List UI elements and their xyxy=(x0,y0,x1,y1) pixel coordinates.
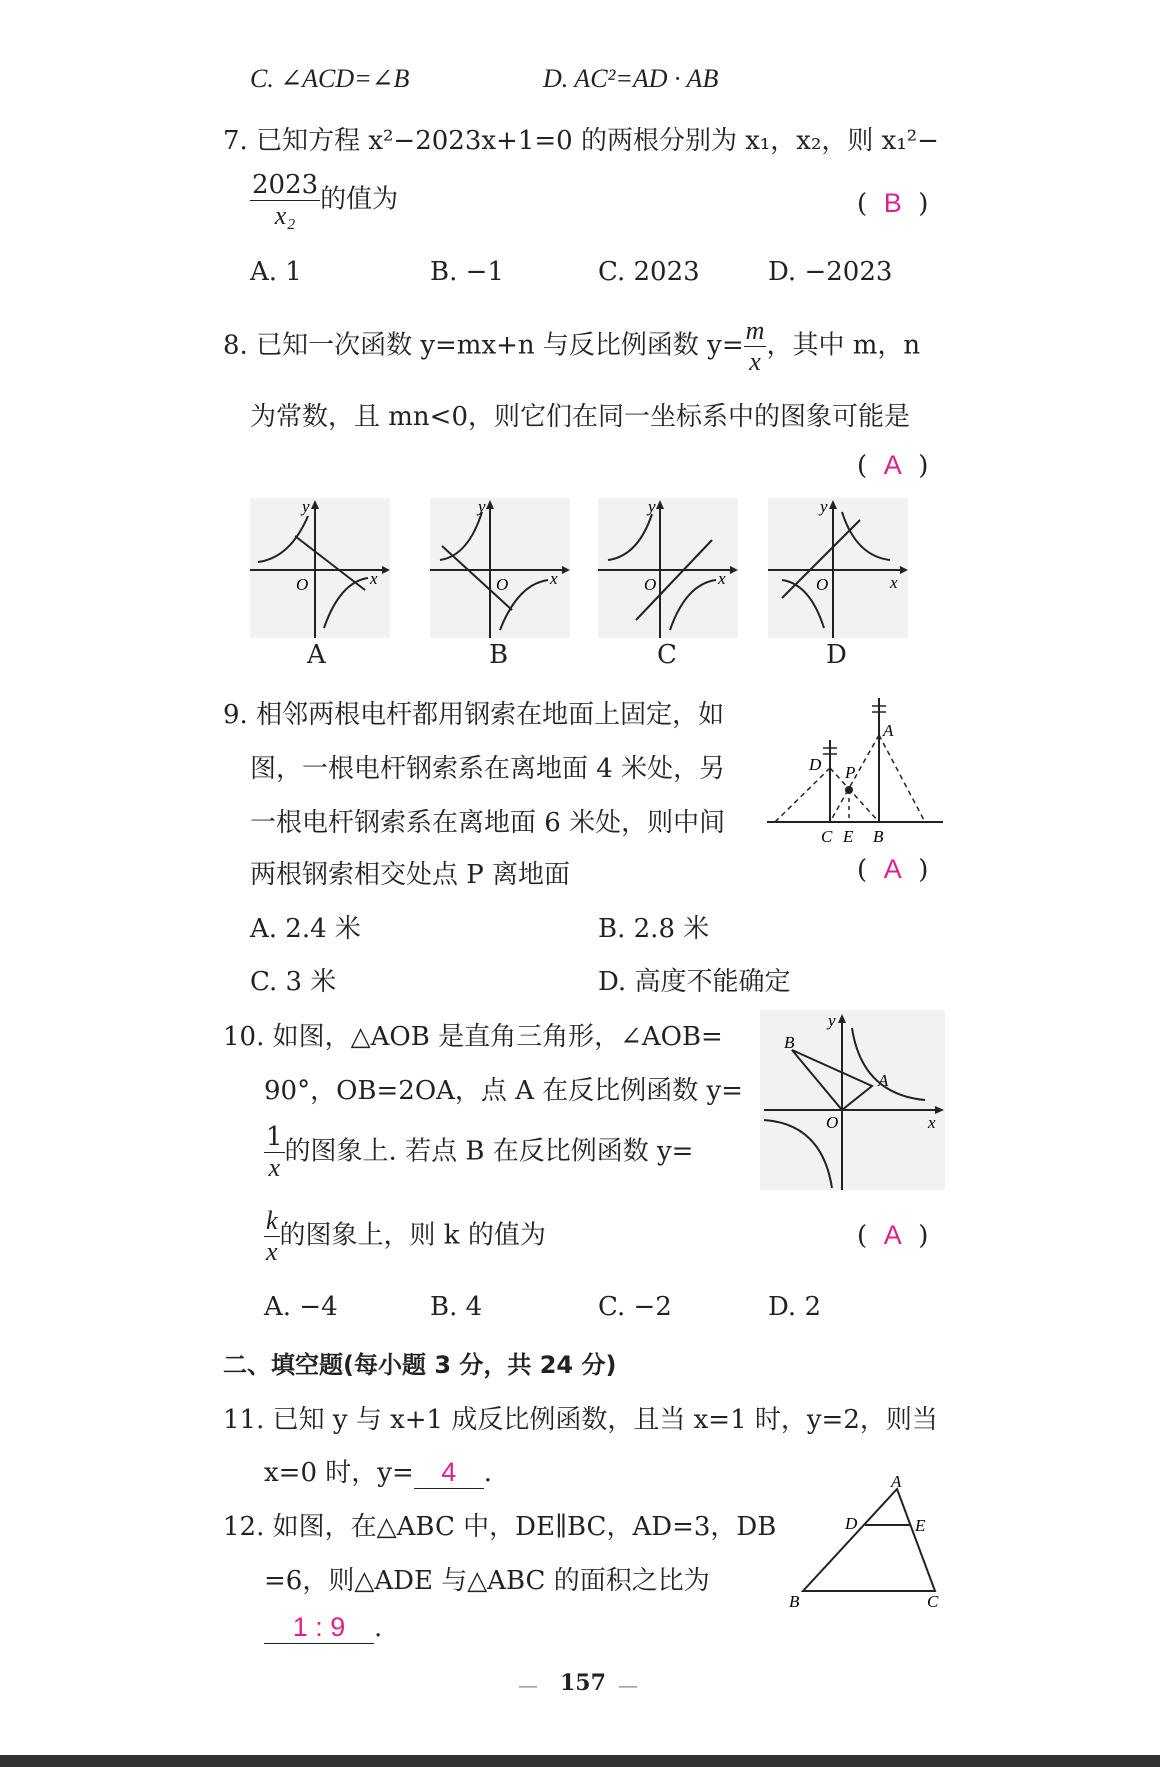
q8-graph-b xyxy=(430,498,570,638)
q11-answer-blank xyxy=(414,1457,484,1489)
q7-stem: 7. 已知方程 x²−2023x+1=0 的两根分别为 x₁，x₂，则 x₁²− xyxy=(223,126,939,156)
q10-answer: A xyxy=(883,1220,902,1250)
q9-line3: 一根电杆钢索系在离地面 6 米处，则中间 xyxy=(250,808,726,838)
q7-option-d: D. −2023 xyxy=(768,257,893,287)
q9-option-d: D. 高度不能确定 xyxy=(598,967,791,997)
q10-label-y: y xyxy=(828,1011,836,1030)
q8-answer: A xyxy=(883,450,902,480)
q9-line4: 两根钢索相交处点 P 离地面 xyxy=(250,860,571,890)
q7-option-c: C. 2023 xyxy=(598,257,700,287)
q12-figure xyxy=(785,1475,945,1615)
q8-graph-a-y-label: y xyxy=(302,498,310,516)
q8-graph-b-x-label: x xyxy=(550,569,558,588)
q9-label-e: E xyxy=(843,827,854,846)
q12-label-a: A xyxy=(891,1475,902,1491)
q8-graph-c-y-label: y xyxy=(648,498,656,516)
q9-label-d: D xyxy=(809,755,822,774)
q12-label-b: B xyxy=(789,1592,800,1611)
q10-line1: 10. 如图，△AOB 是直角三角形，∠AOB= xyxy=(223,1022,723,1052)
q11-answer: 4 xyxy=(441,1457,457,1487)
q9-option-a: A. 2.4 米 xyxy=(250,914,361,944)
q8-graph-c-x-label: x xyxy=(718,569,726,588)
q7-answer: B xyxy=(883,188,902,218)
q6-option-c: C. ∠ACD=∠B xyxy=(250,64,410,93)
q9-label-a: A xyxy=(883,721,894,740)
q12-answer-blank xyxy=(264,1612,374,1644)
q10-line4: $\frac{k}{x}$ 的图象上，则 k 的值为 xyxy=(266,1206,546,1266)
q8-graph-b-y-label: y xyxy=(478,498,486,516)
footer-dash-left: — xyxy=(518,1673,538,1697)
q7-option-b: B. −1 xyxy=(430,257,504,287)
q9-figure xyxy=(765,690,945,850)
q9-answer: A xyxy=(883,854,902,884)
q8-graph-a-x-label: x xyxy=(370,569,378,588)
q8-fraction: $\frac{m}{x}$ xyxy=(745,316,765,376)
q8-stem-line2: 为常数，且 mn<0，则它们在同一坐标系中的图象可能是 xyxy=(250,402,910,432)
q7-option-a: A. 1 xyxy=(250,257,302,287)
bottom-bar xyxy=(0,1755,1160,1767)
q8-graph-d-x-label: x xyxy=(890,573,898,592)
q12-label-c: C xyxy=(927,1592,939,1611)
q8-graph-c xyxy=(598,498,738,638)
q8-graph-label-c: C xyxy=(657,640,677,670)
q12-line3: 1 : 9 . xyxy=(264,1612,382,1644)
q10-line3: $\frac{1}{x}$ 的图象上. 若点 B 在反比例函数 y= xyxy=(266,1122,694,1182)
q10-line2: 90°，OB=2OA，点 A 在反比例函数 y= xyxy=(264,1076,743,1106)
q12-label-e: E xyxy=(915,1516,926,1535)
q10-answer-bracket: ( A ) xyxy=(857,1220,929,1251)
q10-option-d: D. 2 xyxy=(768,1292,821,1322)
q10-fraction-1: $\frac{1}{x}$ xyxy=(266,1122,283,1182)
q10-label-o: O xyxy=(826,1113,839,1132)
q7-answer-bracket: ( B ) xyxy=(857,188,929,219)
q8-graph-d xyxy=(768,498,908,638)
q10-figure xyxy=(760,1010,945,1190)
q7-stem-line2 xyxy=(250,172,398,229)
q12-line2: =6，则△ADE 与△ABC 的面积之比为 xyxy=(264,1566,710,1596)
q12-answer: 1 : 9 xyxy=(292,1612,346,1642)
q10-label-b: B xyxy=(784,1033,795,1052)
q8-graph-a xyxy=(250,498,390,638)
q7-stem-tail: 的值为 xyxy=(320,184,399,215)
q8-graph-a-origin: O xyxy=(296,575,309,594)
q8-graph-d-origin: O xyxy=(816,575,829,594)
q8-stem: 8. 已知一次函数 y=mx+n 与反比例函数 y= $\frac{m}{x}$ ，其中 m，n xyxy=(223,316,921,376)
q10-option-a: A. −4 xyxy=(264,1292,338,1322)
q8-answer-bracket: ( A ) xyxy=(857,450,929,481)
q10-label-a: A xyxy=(878,1071,889,1090)
q11-line1: 11. 已知 y 与 x+1 成反比例函数，且当 x=1 时，y=2，则当 xyxy=(223,1405,938,1435)
q8-graph-b-origin: O xyxy=(496,575,509,594)
q9-option-b: B. 2.8 米 xyxy=(598,914,710,944)
q8-graph-label-b: B xyxy=(489,640,509,670)
page-number: 157 xyxy=(560,1670,606,1696)
q8-graph-label-d: D xyxy=(826,640,847,670)
q9-label-p: P xyxy=(845,763,856,782)
q9-answer-bracket: ( A ) xyxy=(857,854,929,885)
q12-line1: 12. 如图，在△ABC 中，DE∥BC，AD=3，DB xyxy=(223,1512,777,1542)
section-2-title: 二、填空题(每小题 3 分，共 24 分) xyxy=(223,1351,617,1379)
q8-graph-d-y-label: y xyxy=(820,498,828,516)
q11-line2: x=0 时，y= 4 . xyxy=(264,1457,492,1488)
q6-option-d: D. AC²=AD · AB xyxy=(543,64,719,93)
q9-line2: 图，一根电杆钢索系在离地面 4 米处，另 xyxy=(250,754,726,784)
q10-fraction-2: $\frac{k}{x}$ xyxy=(266,1206,278,1266)
q9-line1: 9. 相邻两根电杆都用钢索在地面上固定，如 xyxy=(223,700,725,730)
q7-fraction: $\frac{2023}{\text{x₂}}$ xyxy=(252,170,319,230)
q12-label-d: D xyxy=(845,1514,858,1533)
q8-graph-c-origin: O xyxy=(644,575,657,594)
q10-label-x: x xyxy=(928,1113,936,1132)
q10-option-b: B. 4 xyxy=(430,1292,483,1322)
q10-option-c: C. −2 xyxy=(598,1292,672,1322)
footer-dash-right: — xyxy=(618,1673,638,1697)
q9-label-b: B xyxy=(873,827,884,846)
q9-label-c: C xyxy=(821,827,833,846)
q9-option-c: C. 3 米 xyxy=(250,967,337,997)
q8-graph-label-a: A xyxy=(307,640,326,670)
